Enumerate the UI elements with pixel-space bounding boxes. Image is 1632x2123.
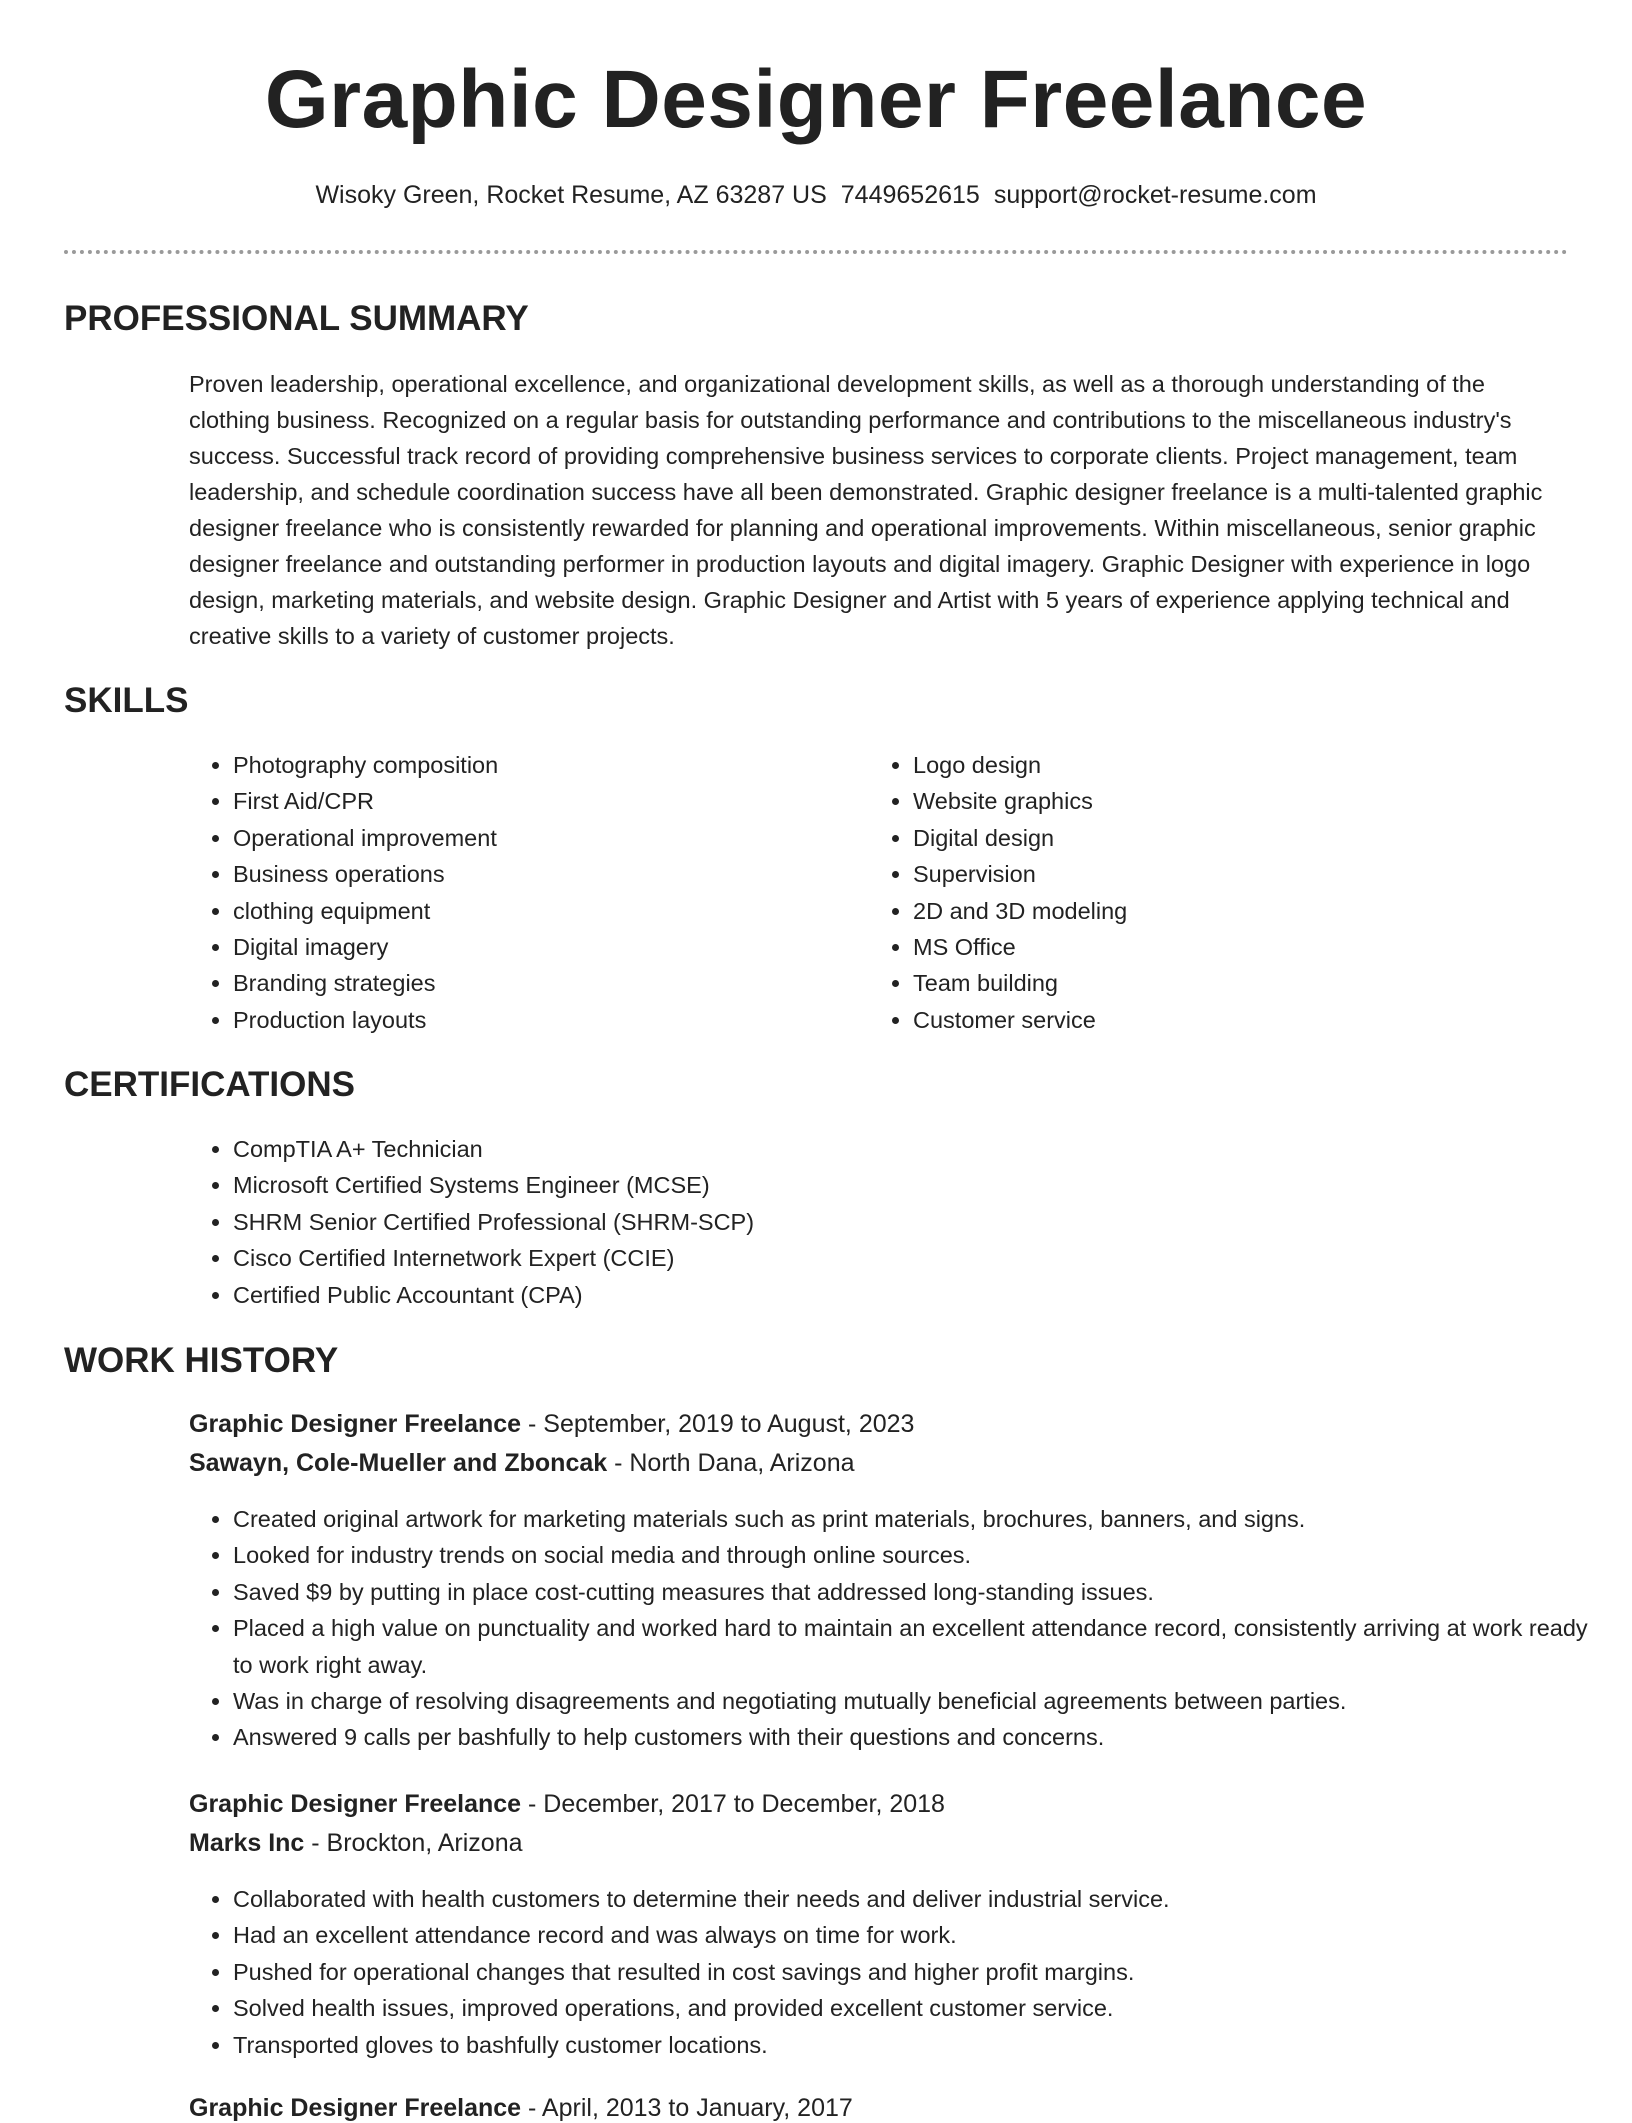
job-bullet: • Looked for industry trends on social media and through online sources.	[233, 1537, 1613, 1573]
skill-item: • clothing equipment	[233, 893, 853, 929]
job-dates: - April, 2013 to January, 2017	[521, 2094, 853, 2122]
job-bullet: • Had an excellent attendance record and was always on time for work.	[233, 1917, 1613, 1953]
skill-item: • Website graphics	[913, 783, 1533, 819]
skills-list-left	[189, 747, 853, 1038]
job-location: - Brockton, Arizona	[304, 1829, 523, 1857]
skill-item: • Business operations	[233, 856, 853, 892]
job-bullet: • Collaborated with health customers to determine their needs and deliver industrial service.	[233, 1881, 1613, 1917]
skill-item: • Photography composition	[233, 747, 853, 783]
summary-heading: PROFESSIONAL SUMMARY	[64, 299, 529, 338]
skill-item: • Branding strategies	[233, 965, 853, 1001]
skill-item: • Customer service	[913, 1002, 1533, 1038]
certification-item: • SHRM Senior Certified Professional (SHRM-SCP)	[233, 1204, 1613, 1240]
certification-item: • Cisco Certified Internetwork Expert (CCIE)	[233, 1240, 1613, 1276]
certifications-heading: CERTIFICATIONS	[64, 1065, 356, 1104]
job-title-line	[189, 2094, 853, 2123]
job-location: - North Dana, Arizona	[607, 1449, 855, 1477]
job-title-line	[189, 1410, 914, 1439]
summary-text: Proven leadership, operational excellence, and organizational development skills, as well as a thorough understanding of the clothing business. Recognized on a regular basis for outstanding performance and contributions to the miscellaneous industry's success. Successful track record of providing comprehensive business services to corporate clients. Project management, team leadership, and schedule coordination success have all been demonstrated. Graphic designer freelance is a multi-talented graphic designer freelance who is consistently rewarded for planning and operational improvements. Within miscellaneous, senior graphic designer freelance and outstanding performer in production layouts and digital imagery. Graphic Designer with experience in logo design, marketing materials, and website design. Graphic Designer and Artist with 5 years of experience applying technical and creative skills to a variety of customer projects.	[189, 371, 1543, 649]
job-company-line	[189, 1449, 855, 1478]
skill-item: • Digital design	[913, 820, 1533, 856]
job-title: Graphic Designer Freelance	[189, 2094, 522, 2122]
certification-item: • CompTIA A+ Technician	[233, 1131, 1613, 1167]
certifications-list	[189, 1131, 1613, 1313]
job-bullet: • Answered 9 calls per bashfully to help customers with their questions and concerns.	[233, 1719, 1613, 1755]
job-title-line	[189, 1790, 945, 1819]
skill-item: • Team building	[913, 965, 1533, 1001]
skill-item: • MS Office	[913, 929, 1533, 965]
job-company-line	[189, 1829, 523, 1858]
job-bullet: • Placed a high value on punctuality and worked hard to maintain an excellent attendance record, consistently arriving at work ready to work right away.	[233, 1610, 1613, 1683]
job-bullets	[189, 1501, 1613, 1756]
job-bullet: • Transported gloves to bashfully customer locations.	[233, 2027, 1613, 2063]
header-divider	[64, 250, 1568, 254]
resume-name: Graphic Designer Freelance	[264, 54, 1368, 145]
contact-address: Wisoky Green, Rocket Resume, AZ 63287 US	[315, 181, 827, 209]
skill-item: • Production layouts	[233, 1002, 853, 1038]
job-dates: - December, 2017 to December, 2018	[521, 1790, 945, 1818]
skill-item: • Operational improvement	[233, 820, 853, 856]
job-dates: - September, 2019 to August, 2023	[521, 1410, 915, 1438]
job-company: Sawayn, Cole-Mueller and Zboncak	[189, 1449, 608, 1477]
job-bullets	[189, 1881, 1613, 2063]
job-company: Marks Inc	[189, 1829, 305, 1857]
certification-item: • Microsoft Certified Systems Engineer (MCSE)	[233, 1167, 1613, 1203]
skill-item: • First Aid/CPR	[233, 783, 853, 819]
job-bullet: • Was in charge of resolving disagreements and negotiating mutually beneficial agreements between parties.	[233, 1683, 1613, 1719]
skill-item: • Supervision	[913, 856, 1533, 892]
skills-heading: SKILLS	[64, 681, 189, 720]
skills-list-right	[869, 747, 1533, 1038]
job-bullet: • Created original artwork for marketing materials such as print materials, brochures, banners, and signs.	[233, 1501, 1613, 1537]
skill-item: • Logo design	[913, 747, 1533, 783]
contact-phone: 7449652615	[840, 181, 980, 209]
job-bullet: • Solved health issues, improved operations, and provided excellent customer service.	[233, 1990, 1613, 2026]
skill-item: • 2D and 3D modeling	[913, 893, 1533, 929]
job-title: Graphic Designer Freelance	[189, 1790, 522, 1818]
job-bullet: • Pushed for operational changes that resulted in cost savings and higher profit margins.	[233, 1954, 1613, 1990]
skill-item: • Digital imagery	[233, 929, 853, 965]
contact-email[interactable]: support@rocket-resume.com	[993, 181, 1317, 209]
job-bullet: • Saved $9 by putting in place cost-cutting measures that addressed long-standing issues.	[233, 1574, 1613, 1610]
work-history-heading: WORK HISTORY	[64, 1341, 339, 1380]
contact-line	[0, 181, 1632, 210]
job-title: Graphic Designer Freelance	[189, 1410, 522, 1438]
certification-item: • Certified Public Accountant (CPA)	[233, 1277, 1613, 1313]
